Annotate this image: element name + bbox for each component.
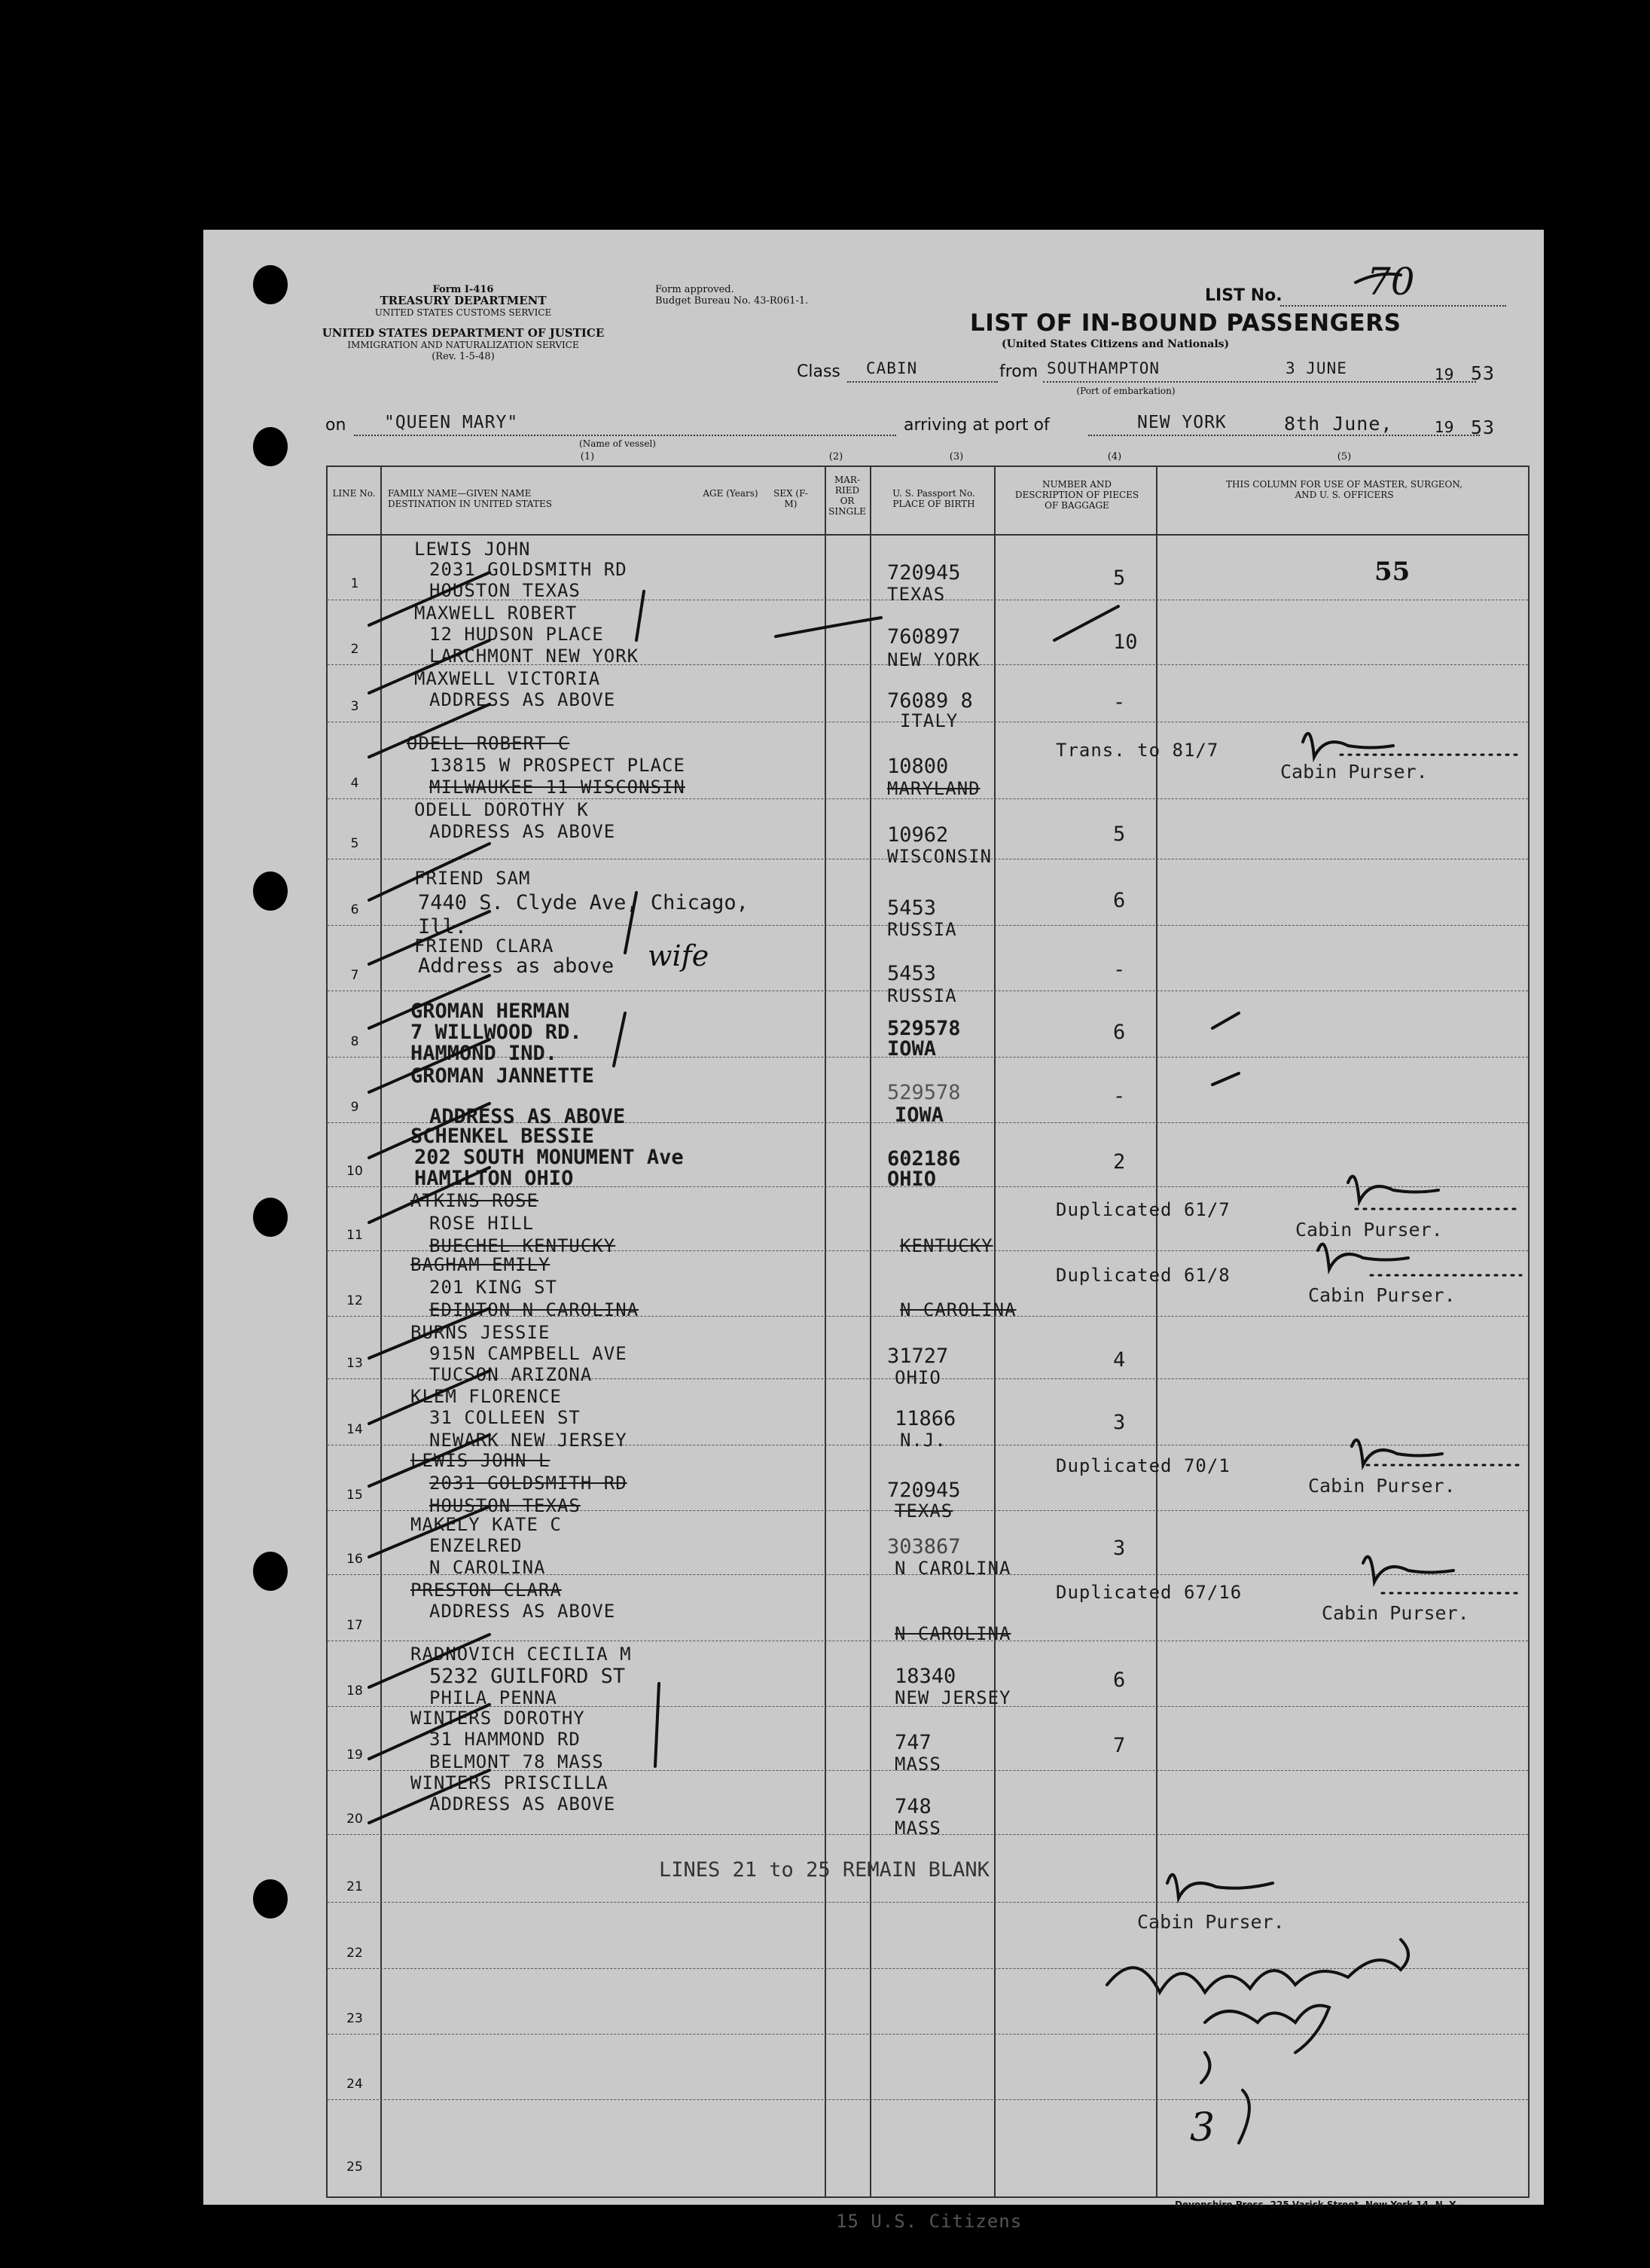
- line-number: 23: [346, 2011, 363, 2026]
- baggage-count: 10: [1113, 630, 1138, 654]
- place-of-birth: NEW YORK: [887, 649, 981, 670]
- arrival-year-prefix: 19: [1435, 418, 1454, 436]
- list-no-value: 70: [1367, 260, 1415, 304]
- passport-number: 747: [895, 1731, 932, 1754]
- vessel-caption: (Name of vessel): [579, 438, 656, 449]
- form-subtitle: (United States Citizens and Nationals): [1002, 338, 1230, 350]
- line-number: 1: [350, 576, 359, 591]
- class-underline: [847, 381, 998, 383]
- line-number: 19: [346, 1748, 363, 1763]
- departure-year: 53: [1471, 362, 1496, 384]
- passport-number: 529578: [887, 1081, 961, 1104]
- baggage-count: 6: [1113, 889, 1126, 912]
- passport-number: 18340: [895, 1665, 956, 1688]
- passenger-name: WINTERS DOROTHY: [410, 1708, 585, 1729]
- purser-note: Cabin Purser.: [1308, 1475, 1456, 1497]
- col-header-married: MAR- RIED OR SINGLE: [828, 475, 866, 517]
- passenger-address: 7440 S. Clyde Ave, Chicago,: [418, 891, 749, 914]
- line-number: 3: [350, 699, 359, 714]
- line-number: 25: [346, 2160, 363, 2175]
- place-of-birth: OHIO: [895, 1367, 941, 1388]
- passenger-address: 31 HAMMOND RD: [429, 1729, 581, 1750]
- passenger-address: ADDRESS AS ABOVE: [429, 1793, 616, 1815]
- passenger-address: 2031 GOLDSMITH RD: [429, 1473, 627, 1494]
- form-number: Form I-416: [432, 284, 494, 295]
- list-no-label: LIST No.: [1205, 286, 1282, 305]
- passenger-address: BELMONT 78 MASS: [429, 1751, 604, 1772]
- form-title: LIST OF IN-BOUND PASSENGERS: [970, 310, 1401, 337]
- passenger-address: MILWAUKEE 11 WISCONSIN: [429, 777, 685, 798]
- place-of-birth: MASS: [895, 1818, 941, 1839]
- baggage-count: 5: [1113, 823, 1126, 846]
- place-of-birth: IOWA: [895, 1103, 944, 1127]
- place-of-birth: N CAROLINA: [895, 1558, 1011, 1579]
- passenger-name: RADNOVICH CECILIA M: [410, 1644, 632, 1665]
- passenger-address: Ill.: [418, 915, 468, 939]
- baggage-count: -: [1113, 958, 1126, 981]
- treasury-dept: TREASURY DEPARTMENT: [380, 294, 547, 307]
- passenger-name: KLEM FLORENCE: [410, 1386, 562, 1407]
- line-number: 11: [346, 1228, 363, 1243]
- passport-number: 303867: [887, 1535, 961, 1558]
- passport-number: 10962: [887, 823, 949, 847]
- passenger-address: 2031 GOLDSMITH RD: [429, 559, 627, 580]
- passenger-name: ATKINS ROSE: [410, 1190, 538, 1211]
- passenger-address: Address as above: [418, 954, 615, 978]
- col-header-name: FAMILY NAME—GIVEN NAME DESTINATION IN UNITED STATES: [388, 488, 552, 509]
- final-purser-note: Cabin Purser.: [1137, 1911, 1285, 1933]
- purser-note: Cabin Purser.: [1280, 761, 1428, 783]
- purser-note: Cabin Purser.: [1308, 1284, 1456, 1306]
- handwritten-note: wife: [648, 939, 709, 972]
- passenger-address: HOUSTON TEXAS: [429, 1495, 581, 1516]
- place-of-birth: N CAROLINA: [895, 1623, 1011, 1644]
- passenger-name: GROMAN JANNETTE: [410, 1064, 594, 1088]
- place-of-birth: OHIO: [887, 1168, 937, 1191]
- passenger-address: LARCHMONT NEW YORK: [429, 646, 639, 667]
- line-number: 12: [346, 1293, 363, 1308]
- on-label: on: [325, 416, 346, 435]
- col-num-1: (1): [580, 451, 595, 462]
- line-number: 14: [346, 1422, 363, 1437]
- rev-date: (Rev. 1-5-48): [432, 351, 495, 362]
- passenger-address: 915N CAMPBELL AVE: [429, 1343, 627, 1364]
- col-header-officers: THIS COLUMN FOR USE OF MASTER, SURGEON, AND U. S. OFFICERS: [1226, 479, 1462, 500]
- passenger-address: ROSE HILL: [429, 1213, 535, 1234]
- passport-number: 76089 8: [887, 689, 973, 713]
- passenger-address: PHILA PENNA: [429, 1687, 557, 1708]
- passenger-name: FRIEND SAM: [414, 868, 531, 889]
- passenger-address: NEWARK NEW JERSEY: [429, 1430, 627, 1451]
- passenger-address: 13815 W PROSPECT PLACE: [429, 755, 685, 776]
- baggage-count: -: [1113, 1085, 1126, 1108]
- passenger-name: BURNS JESSIE: [410, 1322, 551, 1343]
- col-num-2: (2): [828, 451, 843, 462]
- passenger-address: 31 COLLEEN ST: [429, 1407, 581, 1428]
- passport-number: 760897: [887, 625, 961, 649]
- place-of-birth: MASS: [895, 1754, 941, 1775]
- port-of-embarkation: SOUTHAMPTON: [1047, 359, 1160, 377]
- place-of-birth: N CAROLINA: [900, 1299, 1017, 1320]
- line-number: 17: [346, 1618, 363, 1633]
- baggage-count: 2: [1113, 1150, 1126, 1174]
- customs-service: UNITED STATES CUSTOMS SERVICE: [374, 307, 552, 318]
- class-value: CABIN: [866, 359, 918, 377]
- col-num-5: (5): [1337, 451, 1352, 462]
- line-number: 18: [346, 1683, 363, 1699]
- punch-hole: [253, 427, 288, 466]
- baggage-count: 4: [1113, 1348, 1126, 1372]
- passenger-address: 202 SOUTH MONUMENT Ave: [414, 1146, 684, 1169]
- passenger-name: MAXWELL ROBERT: [414, 603, 578, 624]
- passenger-address: ADDRESS AS ABOVE: [429, 1601, 616, 1622]
- arriving-label: arriving at port of: [904, 416, 1050, 435]
- passenger-name: BAGHAM EMILY: [410, 1254, 551, 1275]
- printer-credit: Devonshire Press, 225 Varick Street, New York 14, N. Y.: [1175, 2199, 1458, 2210]
- arrival-year: 53: [1471, 417, 1496, 438]
- passenger-address: 7 WILLWOOD RD.: [410, 1021, 582, 1044]
- line-number: 4: [350, 776, 359, 791]
- passport-number: 748: [895, 1795, 932, 1818]
- vessel-underline: [354, 435, 896, 436]
- departure-year-prefix: 19: [1435, 365, 1454, 383]
- passenger-name: SCHENKEL BESSIE: [410, 1125, 594, 1148]
- punch-hole: [253, 1879, 288, 1918]
- passport-number: 31727: [887, 1345, 949, 1368]
- passenger-name: LEWIS JOHN L: [410, 1450, 551, 1471]
- punch-hole: [253, 1198, 288, 1237]
- col-num-4: (4): [1107, 451, 1122, 462]
- line-number: 7: [350, 968, 359, 983]
- baggage-note: Trans. to 81/7: [1056, 740, 1219, 761]
- baggage-count: 6: [1113, 1021, 1126, 1044]
- passenger-address: 201 KING ST: [429, 1277, 557, 1298]
- place-of-birth: RUSSIA: [887, 919, 957, 940]
- col-header-age: AGE (Years): [703, 488, 758, 499]
- col-num-3: (3): [949, 451, 964, 462]
- line-number: 5: [350, 836, 359, 851]
- baggage-count: 6: [1113, 1668, 1126, 1692]
- passport-number: 602186: [887, 1147, 961, 1171]
- line-number: 20: [346, 1812, 363, 1827]
- from-underline: [1043, 381, 1476, 383]
- passenger-address: N CAROLINA: [429, 1557, 546, 1578]
- passenger-name: PRESTON CLARA: [410, 1580, 562, 1601]
- passenger-address: BUECHEL KENTUCKY: [429, 1235, 616, 1256]
- place-of-birth: RUSSIA: [887, 985, 957, 1006]
- place-of-birth: KENTUCKY: [900, 1235, 993, 1256]
- from-label: from: [999, 362, 1038, 381]
- ins-service: IMMIGRATION AND NATURALIZATION SERVICE: [347, 340, 579, 350]
- line-number: 13: [346, 1356, 363, 1371]
- passport-number: 11866: [895, 1407, 956, 1430]
- place-of-birth: MARYLAND: [887, 778, 981, 799]
- line-number: 21: [346, 1879, 363, 1894]
- punch-hole: [253, 871, 288, 911]
- passport-number: 10800: [887, 755, 949, 778]
- passenger-address: HAMILTON OHIO: [414, 1167, 574, 1190]
- arrival-date: 8th June,: [1284, 413, 1393, 435]
- line-number: 2: [350, 642, 359, 657]
- passenger-address: EDINTON N CAROLINA: [429, 1299, 639, 1320]
- col-header-sex: SEX (F-M): [773, 488, 808, 509]
- place-of-birth: TEXAS: [887, 584, 946, 605]
- baggage-note: Duplicated 70/1: [1056, 1455, 1231, 1476]
- passenger-name: MAKELY KATE C: [410, 1514, 562, 1535]
- departure-date: 3 JUNE: [1286, 359, 1347, 377]
- passenger-name: ODELL DOROTHY K: [414, 799, 589, 820]
- line-number: 16: [346, 1552, 363, 1567]
- line-number: 15: [346, 1488, 363, 1503]
- line-number: 8: [350, 1034, 359, 1049]
- passenger-name: MAXWELL VICTORIA: [414, 668, 601, 689]
- baggage-count: 7: [1113, 1734, 1126, 1757]
- line-number: 9: [350, 1100, 359, 1115]
- passenger-address: ADDRESS AS ABOVE: [429, 821, 616, 842]
- place-of-birth: N.J.: [900, 1430, 947, 1451]
- punch-hole: [253, 1552, 288, 1591]
- passenger-address: 12 HUDSON PLACE: [429, 624, 604, 645]
- baggage-note: Duplicated 61/7: [1056, 1199, 1231, 1220]
- col-header-baggage: NUMBER AND DESCRIPTION OF PIECES OF BAGGAGE: [1014, 479, 1139, 511]
- baggage-count: 3: [1113, 1537, 1126, 1560]
- passport-number: 5453: [887, 896, 937, 920]
- baggage-count: 3: [1113, 1411, 1126, 1434]
- form-sheet: [203, 230, 1544, 2232]
- passenger-address: 5232 GUILFORD ST: [429, 1665, 626, 1688]
- passport-number: 5453: [887, 962, 937, 985]
- col-header-line: LINE No.: [332, 488, 376, 499]
- punch-hole: [253, 265, 288, 304]
- place-of-birth: IOWA: [887, 1037, 937, 1061]
- blank-lines-note: LINES 21 to 25 REMAIN BLANK: [659, 1858, 990, 1882]
- arrival-port: NEW YORK: [1137, 413, 1227, 432]
- purser-note: Cabin Purser.: [1322, 1602, 1469, 1624]
- col-header-passport: U. S. Passport No. PLACE OF BIRTH: [892, 488, 975, 509]
- list-no-underline: [1280, 305, 1506, 307]
- place-of-birth: NEW JERSEY: [895, 1687, 1011, 1708]
- line-number: 22: [346, 1946, 363, 1961]
- budget-bureau: Budget Bureau No. 43-R061-1.: [655, 295, 809, 307]
- passenger-address: ENZELRED: [429, 1535, 523, 1556]
- passenger-address: HAMMOND IND.: [410, 1042, 558, 1065]
- purser-note: Cabin Purser.: [1295, 1219, 1443, 1241]
- passenger-name: ODELL ROBERT C: [407, 733, 570, 754]
- line-number: 10: [346, 1164, 363, 1179]
- place-of-birth: WISCONSIN: [887, 846, 993, 867]
- passport-number: 529578: [887, 1017, 961, 1040]
- passport-number: 720945: [887, 561, 961, 585]
- baggage-note: Duplicated 67/16: [1056, 1582, 1243, 1603]
- passenger-address: ADDRESS AS ABOVE: [429, 689, 616, 710]
- passenger-name: GROMAN HERMAN: [410, 1000, 570, 1023]
- passenger-name: WINTERS PRISCILLA: [410, 1772, 608, 1793]
- passport-number: 720945: [887, 1479, 961, 1502]
- line-number: 24: [346, 2077, 363, 2092]
- bottom-mark: 3: [1190, 2105, 1215, 2150]
- passenger-name: LEWIS JOHN: [414, 539, 531, 560]
- arrival-underline: [1088, 435, 1480, 436]
- baggage-count: -: [1113, 691, 1126, 714]
- passenger-address: ADDRESS AS ABOVE: [429, 1105, 626, 1128]
- passenger-address: HOUSTON TEXAS: [429, 580, 581, 601]
- officer-note: 55: [1374, 557, 1411, 587]
- vessel-name: "QUEEN MARY": [384, 413, 519, 432]
- line-number: 6: [350, 902, 359, 917]
- class-label: Class: [797, 362, 840, 381]
- passenger-name: FRIEND CLARA: [414, 936, 554, 957]
- baggage-count: 5: [1113, 566, 1126, 590]
- citizens-footer-note: 15 U.S. Citizens: [836, 2211, 1023, 2232]
- justice-dept: UNITED STATES DEPARTMENT OF JUSTICE: [322, 326, 605, 340]
- place-of-birth: TEXAS: [895, 1500, 953, 1522]
- place-of-birth: ITALY: [900, 710, 959, 731]
- baggage-note: Duplicated 61/8: [1056, 1265, 1231, 1286]
- form-approved: Form approved.: [655, 284, 734, 295]
- passenger-address: TUCSON ARIZONA: [429, 1364, 593, 1385]
- port-caption: (Port of embarkation): [1076, 386, 1176, 396]
